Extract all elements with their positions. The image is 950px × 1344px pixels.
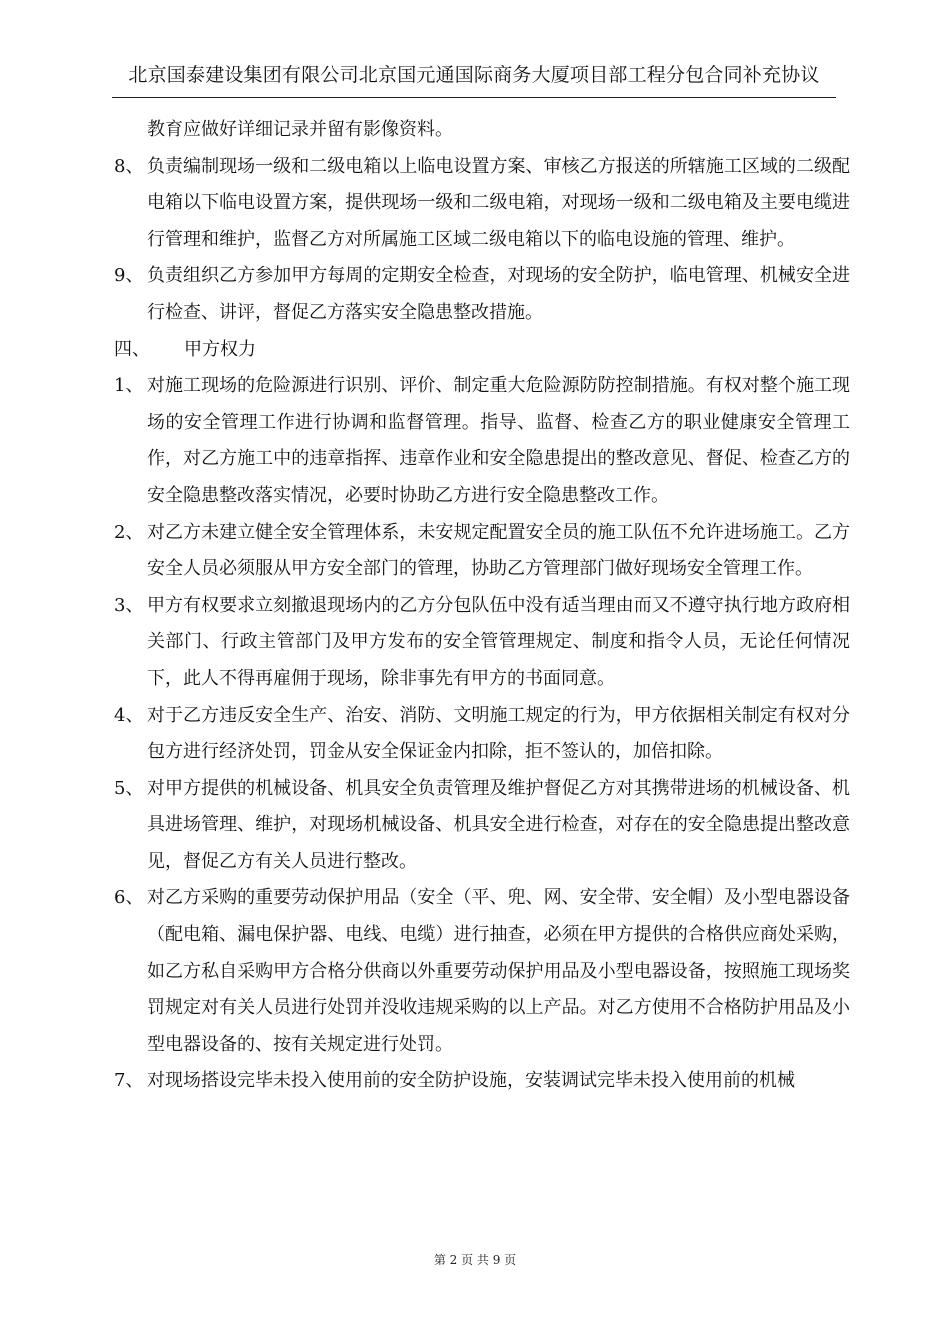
list-item-text: 对于乙方违反安全生产、治安、消防、文明施工规定的行为，甲方依据相关制定有权对分包方进行经济处罚，罚金从安全保证金内扣除，拒不签认的，加倍扣除。 (147, 704, 850, 763)
list-item-text: 对甲方提供的机械设备、机具安全负责管理及维护督促乙方对其携带进场的机械设备、机具进场管理、维护，对现场机械设备、机具安全进行检查，对存在的安全隐患提出整改意见，督促乙方有关人员进行整改。 (147, 777, 850, 872)
list-item-number: 2、 (114, 521, 144, 543)
list-item (114, 588, 850, 698)
section-heading (114, 332, 850, 369)
list-item (114, 258, 850, 331)
section-title: 甲方权力 (184, 338, 256, 360)
list-item (114, 149, 850, 259)
list-item-number: 4、 (114, 704, 144, 726)
list-item-text: 负责编制现场一级和二级电箱以上临电设置方案、审核乙方报送的所辖施工区域的二级配电箱以下临电设置方案，提供现场一级和二级电箱，对现场一级和二级电箱及主要电缆进行管理和维护，监督乙方对所属施工区域二级电箱以下的临电设施的管理、维护。 (147, 155, 850, 250)
list-item-text: 负责组织乙方参加甲方每周的定期安全检查，对现场的安全防护，临电管理、机械安全进行检查、讲评，督促乙方落实安全隐患整改措施。 (147, 265, 850, 323)
page-number-footer: 第 2 页 共 9 页 (433, 1253, 517, 1267)
list-item-number: 8、 (114, 155, 144, 177)
continuation-paragraph: 教育应做好详细记录并留有影像资料。 (147, 119, 453, 140)
list-item-number: 7、 (114, 1070, 144, 1092)
list-item (114, 771, 850, 881)
document-body (114, 112, 850, 1100)
section-number: 四、 (114, 338, 150, 360)
list-item-number: 9、 (114, 265, 144, 287)
page-header-title: 北京国泰建设集团有限公司北京国元通国际商务大厦项目部工程分包合同补充协议 (128, 64, 820, 86)
header-divider (112, 97, 836, 98)
list-item-number: 6、 (114, 887, 144, 909)
list-item-text: 对乙方未建立健全安全管理体系，未安规定配置安全员的施工队伍不允许进场施工。乙方安全人员必须服从甲方安全部门的管理，协助乙方管理部门做好现场安全管理工作。 (147, 521, 850, 580)
list-item (114, 1063, 850, 1100)
list-item (114, 880, 850, 1063)
list-item-text: 甲方有权要求立刻撤退现场内的乙方分包队伍中没有适当理由而又不遵守执行地方政府相关部门、行政主管部门及甲方发布的安全管管理规定、制度和指令人员，无论任何情况下，此人不得再雇佣于现场，除非事先有甲方的书面同意。 (147, 594, 850, 689)
list-item (114, 368, 850, 514)
list-item-number: 3、 (114, 594, 144, 616)
list-item (114, 515, 850, 588)
list-item-number: 5、 (114, 777, 144, 799)
list-item-text: 对现场搭设完毕未投入使用前的安全防护设施，安装调试完毕未投入使用前的机械 (147, 1070, 795, 1092)
list-item (114, 698, 850, 771)
list-item-text: 对乙方采购的重要劳动保护用品（安全（平、兜、网、安全带、安全帽）及小型电器设备（配电箱、漏电保护器、电线、电缆）进行抽查，必须在甲方提供的合格供应商处采购，如乙方私自采购甲方合格分供商以外重要劳动保护用品及小型电器设备，按照施工现场奖罚规定对有关人员进行处罚并没收违规采购的以上产品。对乙方使用不合格防护用品及小型电器设备的、按有关规定进行处罚。 (147, 887, 850, 1055)
list-item-number: 1、 (114, 375, 144, 397)
list-item-text: 对施工现场的危险源进行识别、评价、制定重大危险源防防控制措施。有权对整个施工现场的安全管理工作进行协调和监督管理。指导、监督、检查乙方的职业健康安全管理工作，对乙方施工中的违章指挥、违章作业和安全隐患提出的整改意见、督促、检查乙方的安全隐患整改落实情况，必要时协助乙方进行安全隐患整改工作。 (147, 375, 850, 506)
